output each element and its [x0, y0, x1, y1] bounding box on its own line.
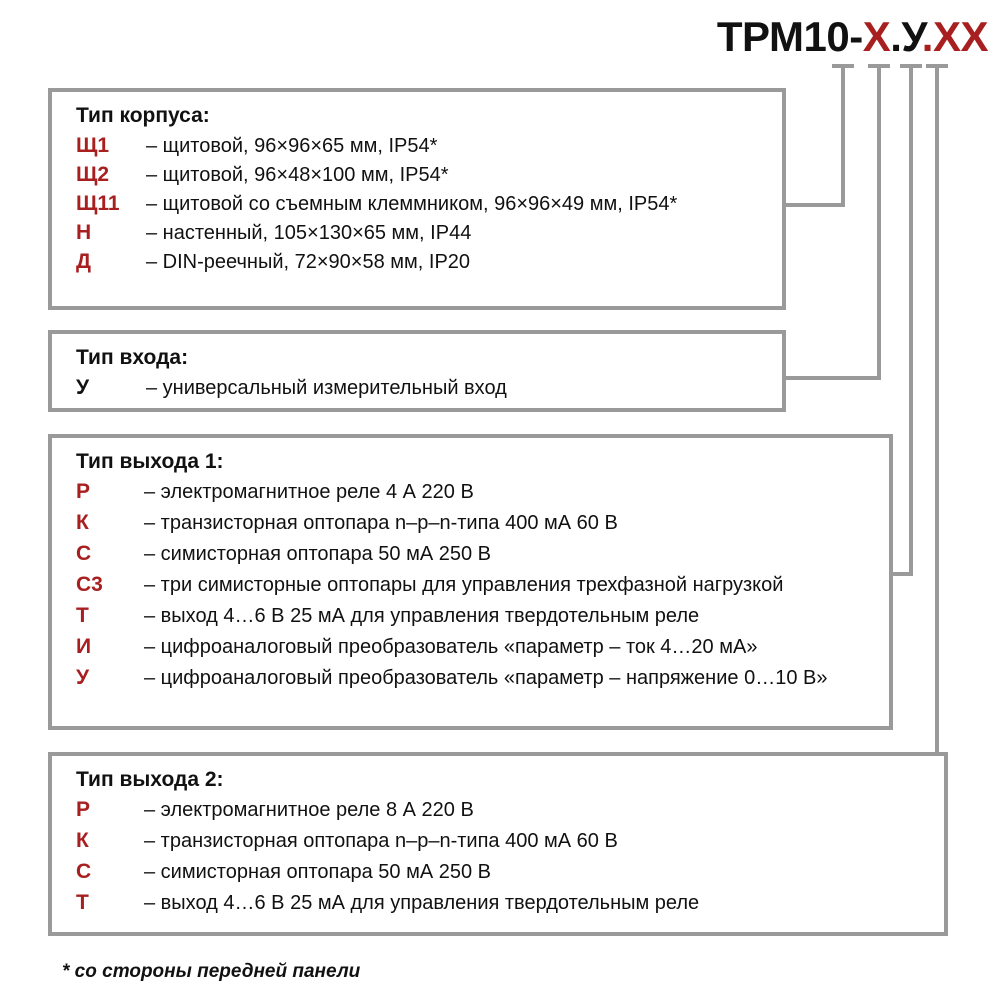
option-row [76, 163, 782, 187]
section-input-title: Тип входа: [76, 346, 189, 369]
option-description: – три симисторные оптопары для управления трехфазной нагрузкой [144, 574, 784, 596]
title-separator-2: . [921, 13, 933, 60]
footnote: * со стороны передней панели [62, 961, 361, 982]
option-row [76, 573, 889, 597]
option-row [76, 891, 944, 915]
option-row [76, 604, 889, 628]
option-row [76, 250, 782, 274]
option-row [76, 134, 782, 158]
option-code: И [76, 635, 92, 658]
option-code: Р [76, 480, 91, 503]
section-housing-title: Тип корпуса: [76, 104, 210, 127]
option-description: – выход 4…6 В 25 мА для управления твердотельным реле [144, 892, 700, 914]
section-output1-title: Тип выхода 1: [76, 450, 224, 473]
option-row [76, 192, 782, 216]
option-description: – щитовой, 96×48×100 мм, IP54* [146, 164, 449, 186]
option-description: – щитовой со съемным клеммником, 96×96×49 мм, IP54* [146, 193, 678, 215]
leader-line-output2 [935, 64, 939, 854]
option-code: Н [76, 221, 92, 244]
option-row [76, 798, 944, 822]
option-row [76, 221, 782, 245]
section-output2-type [48, 752, 948, 936]
option-row [76, 511, 889, 535]
leader-join-housing [784, 203, 845, 207]
option-row [76, 635, 889, 659]
section-output1-type [48, 434, 893, 730]
option-description: – настенный, 105×130×65 мм, IP44 [146, 222, 472, 244]
option-code: С [76, 542, 92, 565]
title-segment-outputs: ХХ [932, 13, 988, 60]
leader-join-output1 [890, 572, 913, 576]
option-code: Щ2 [76, 163, 110, 186]
option-code: Щ11 [76, 192, 120, 215]
option-row [76, 376, 782, 400]
option-code: Т [76, 891, 89, 914]
leader-line-output1 [909, 64, 913, 576]
option-description: – цифроаналоговый преобразователь «параметр – напряжение 0…10 В» [144, 667, 828, 689]
option-row [76, 480, 889, 504]
leader-join-input [784, 376, 881, 380]
section-housing-type [48, 88, 786, 310]
option-description: – выход 4…6 В 25 мА для управления твердотельным реле [144, 605, 700, 627]
option-row [76, 542, 889, 566]
option-description: – симисторная оптопара 50 мА 250 В [144, 861, 491, 883]
option-code: Щ1 [76, 134, 110, 157]
leader-line-input [877, 64, 881, 380]
title-separator-1: . [890, 13, 902, 60]
option-description: – цифроаналоговый преобразователь «параметр – ток 4…20 мА» [144, 636, 758, 658]
option-code: У [76, 376, 90, 399]
option-code: К [76, 511, 89, 534]
option-code: Р [76, 798, 91, 821]
option-description: – универсальный измерительный вход [146, 377, 507, 399]
option-description: – транзисторная оптопара n–p–n-типа 400 мА 60 В [144, 512, 618, 534]
leader-line-housing [841, 64, 845, 207]
model-designation-title [717, 14, 988, 60]
option-description: – щитовой, 96×96×65 мм, IP54* [146, 135, 438, 157]
option-description: – электромагнитное реле 4 А 220 В [144, 481, 474, 503]
option-code: С3 [76, 573, 103, 596]
title-segment-input: У [901, 13, 922, 60]
option-code: Д [76, 250, 91, 273]
option-row [76, 666, 889, 690]
option-row [76, 829, 944, 853]
option-description: – транзисторная оптопара n–p–n-типа 400 мА 60 В [144, 830, 618, 852]
option-description: – DIN-реечный, 72×90×58 мм, IP20 [146, 251, 471, 273]
section-output2-title: Тип выхода 2: [76, 768, 224, 791]
option-code: У [76, 666, 90, 689]
option-description: – электромагнитное реле 8 А 220 В [144, 799, 474, 821]
option-code: К [76, 829, 89, 852]
title-segment-housing: Х [862, 13, 891, 60]
option-code: С [76, 860, 92, 883]
title-prefix: ТРМ10- [716, 13, 863, 60]
option-row [76, 860, 944, 884]
option-description: – симисторная оптопара 50 мА 250 В [144, 543, 491, 565]
section-input-type [48, 330, 786, 412]
option-code: Т [76, 604, 89, 627]
